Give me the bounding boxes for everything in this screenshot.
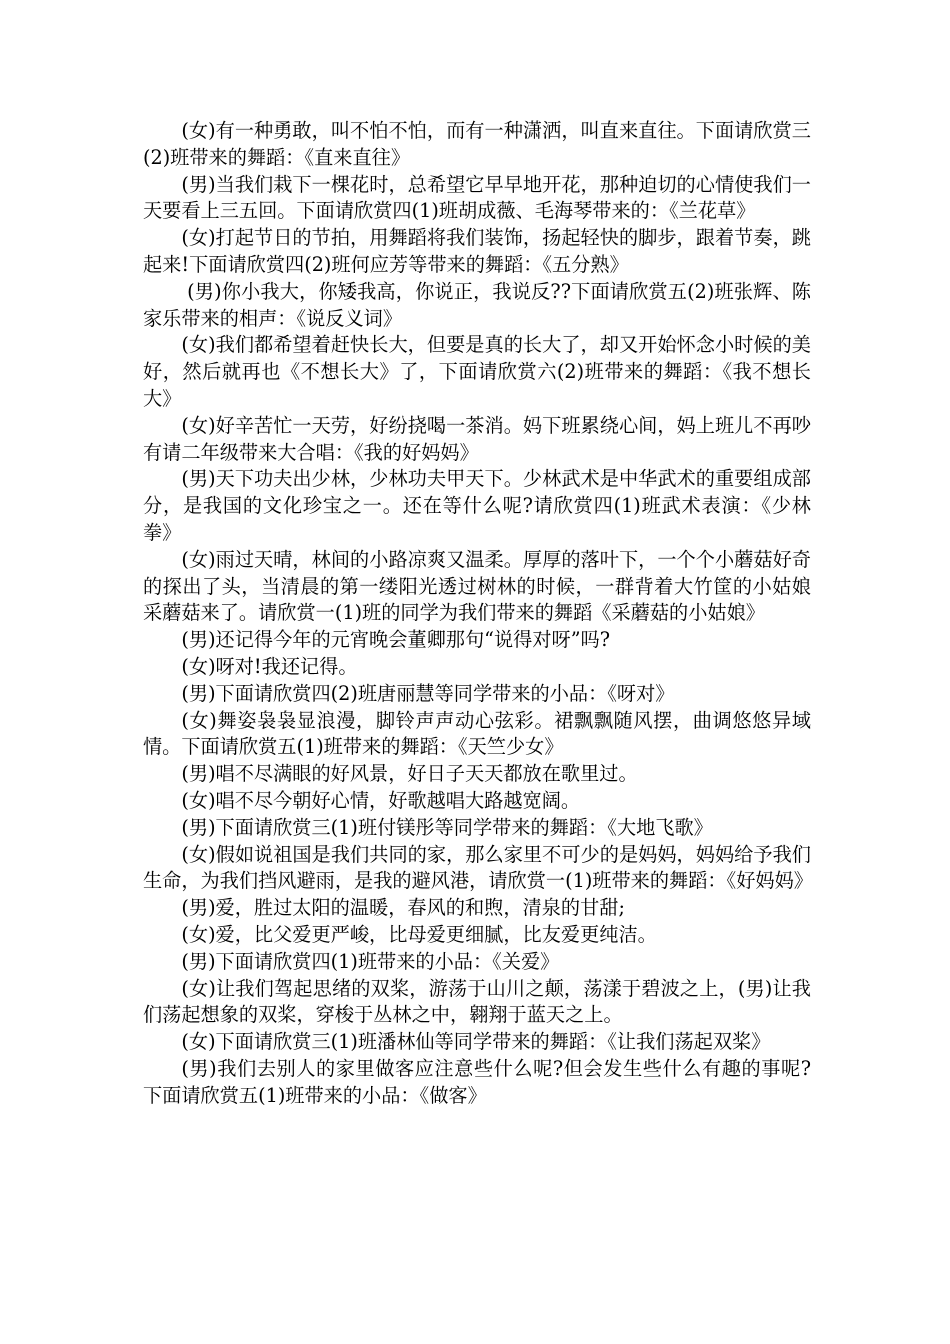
paragraph-15: (男)下面请欣赏三(1)班付镁彤等同学带来的舞蹈：《大地飞歌》 <box>181 815 713 839</box>
paragraph-20: (女)让我们驾起思绪的双桨，游荡于山川之颠，荡漾于碧波之上，(男)让我们荡起想象的双桨，穿梭于丛林之中，翱翔于蓝天之上。 <box>143 976 811 1027</box>
paragraph-5: (女)我们都希望着赶快长大，但要是真的长大了，却又开始怀念小时候的美好，然后就再也《不想长大》了，下面请欣赏六(2)班带来的舞蹈：《我不想长大》 <box>143 333 811 410</box>
paragraph-9: (男)还记得今年的元宵晚会董卿那句“说得对呀”吗? <box>181 628 611 652</box>
paragraph-6: (女)好辛苦忙一天劳，好纷挠喝一茶消。妈下班累绕心间，妈上班儿不再吵有请二年级带来大合唱：《我的好妈妈》 <box>143 413 811 464</box>
paragraph-2: (男)当我们栽下一棵花时，总希望它早早地开花，那种迫切的心情使我们一天要看上三五回。下面请欣赏四(1)班胡成薇、毛海琴带来的：《兰花草》 <box>143 172 811 223</box>
paragraph-1: (女)有一种勇敢，叫不怕不怕，而有一种潇洒，叫直来直往。下面请欣赏三(2)班带来的舞蹈：《直来直往》 <box>143 119 811 169</box>
paragraph-22: (男)我们去别人的家里做客应注意些什么呢?但会发生些什么有趣的事呢?下面请欣赏五(1)班带来的小品：《做客》 <box>143 1056 811 1107</box>
paragraph-14: (女)唱不尽今朝好心情，好歌越唱大路越宽阔。 <box>181 788 581 812</box>
paragraph-21: (女)下面请欣赏三(1)班潘林仙等同学带来的舞蹈：《让我们荡起双桨》 <box>181 1030 771 1054</box>
paragraph-17: (男)爱，胜过太阳的温暖，春风的和煦，清泉的甘甜; <box>181 896 625 920</box>
paragraph-13: (男)唱不尽满眼的好风景，好日子天天都放在歌里过。 <box>181 762 638 786</box>
document-page <box>143 118 811 1109</box>
paragraph-11: (男)下面请欣赏四(2)班唐丽慧等同学带来的小品：《呀对》 <box>181 681 675 705</box>
paragraph-19: (男)下面请欣赏四(1)班带来的小品：《关爱》 <box>181 949 560 973</box>
paragraph-16: (女)假如说祖国是我们共同的家，那么家里不可少的是妈妈，妈妈给予我们生命，为我们挡风避雨，是我的避风港，请欣赏一(1)班带来的舞蹈：《好妈妈》 <box>143 842 813 893</box>
paragraph-3: (女)打起节日的节拍，用舞蹈将我们装饰，扬起轻快的脚步，跟着节奏，跳起来!下面请欣赏四(2)班何应芳等带来的舞蹈：《五分熟》 <box>143 226 811 276</box>
paragraph-7: (男)天下功夫出少林，少林功夫甲天下。少林武术是中华武术的重要组成部分，是我国的文化珍宝之一。还在等什么呢?请欣赏四(1)班武术表演：《少林拳》 <box>143 467 811 544</box>
paragraph-8: (女)雨过天晴，林间的小路凉爽又温柔。厚厚的落叶下，一个个小蘑菇好奇的探出了头，当清晨的第一缕阳光透过树林的时候，一群背着大竹筐的小姑娘采蘑菇来了。请欣赏一(1)班的同学为我们带来的舞蹈《采蘑菇的小姑娘》 <box>143 547 811 625</box>
paragraph-18: (女)爱，比父爱更严峻，比母爱更细腻，比友爱更纯洁。 <box>181 922 657 946</box>
paragraph-4: (男)你小我大，你矮我高，你说正，我说反??下面请欣赏五(2)班张辉、陈家乐带来的相声：《说反义词》 <box>143 279 811 330</box>
paragraph-12: (女)舞姿袅袅显浪漫，脚铃声声动心弦彩。裙飘飘随风摆，曲调悠悠异域情。下面请欣赏五(1)班带来的舞蹈：《天竺少女》 <box>143 708 811 759</box>
paragraph-10: (女)呀对!我还记得。 <box>181 654 358 678</box>
